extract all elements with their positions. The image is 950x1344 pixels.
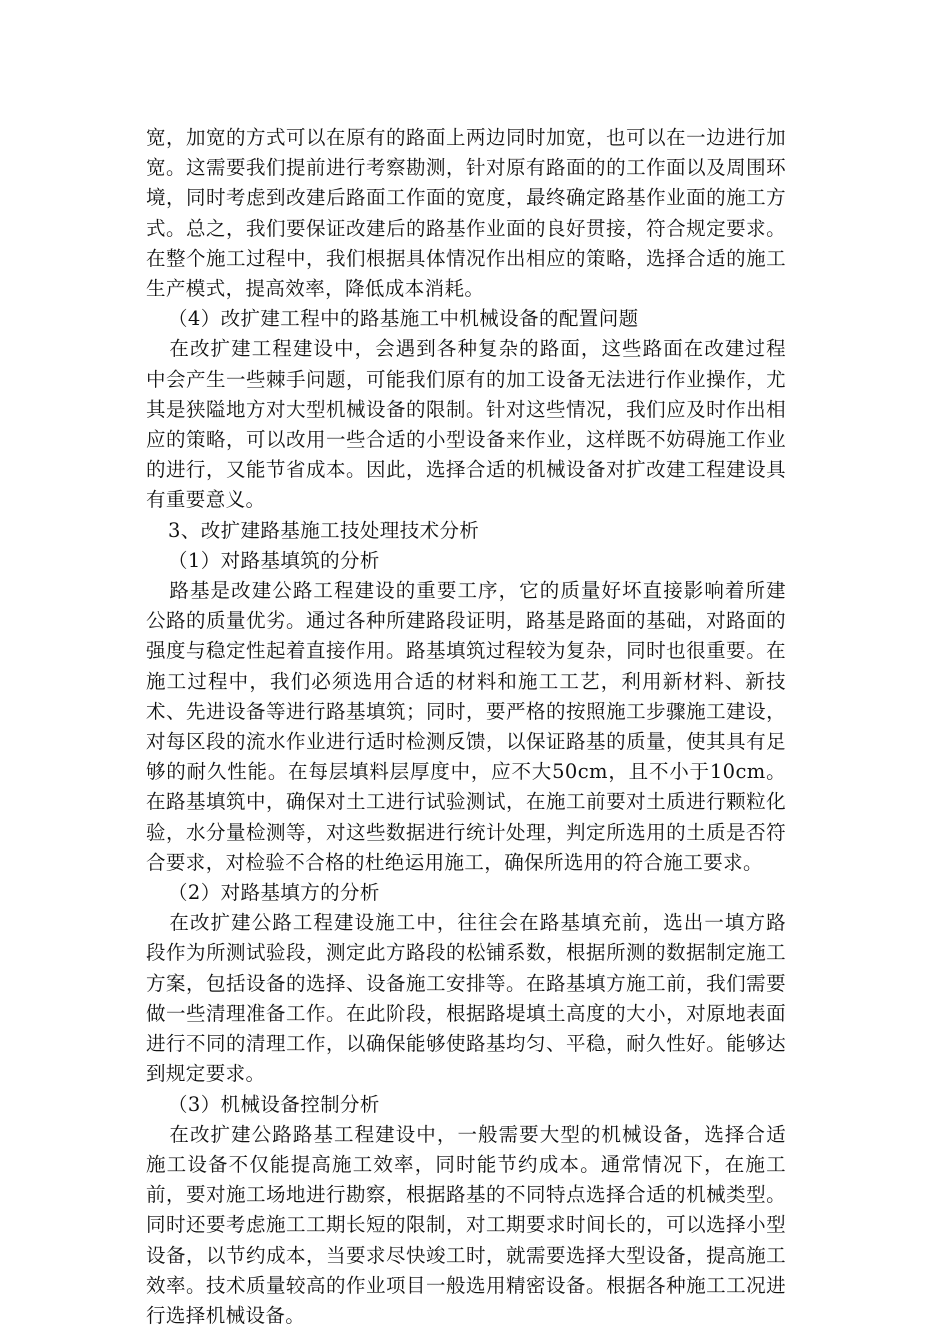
heading-machinery-configuration: （4）改扩建工程中的路基施工中机械设备的配置问题 bbox=[168, 307, 639, 331]
paragraph-machinery-configuration: 在改扩建工程建设中，会遇到各种复杂的路面，这些路面在改建过程中会产生一些棘手问题，可能我们原有的加工设备无法进行作业操作，尤其是狭隘地方对大型机械设备的限制。针对这些情况，我们应及时作出相应的策略，可以改用一些合适的小型设备来作业，这样既不妨碍施工作业的进行，又能节省成本。因此，选择合适的机械设备对扩改建工程建设具有重要意义。 bbox=[146, 337, 786, 512]
document-body bbox=[146, 123, 786, 1331]
heading-technique-analysis: 3、改扩建路基施工技处理技术分析 bbox=[168, 518, 480, 542]
paragraph-road-widening: 宽，加宽的方式可以在原有的路面上两边同时加宽，也可以在一边进行加宽。这需要我们提前进行考察勘测，针对原有路面的的工作面以及周围环境，同时考虑到改建后路面工作面的宽度，最终确定路基作业面的施工方式。总之，我们要保证改建后的路基作业面的良好贯接，符合规定要求。在整个施工过程中，我们根据具体情况作出相应的策略，选择合适的施工生产模式，提高效率，降低成本消耗。 bbox=[146, 126, 786, 301]
heading-subgrade-filling: （1）对路基填筑的分析 bbox=[168, 548, 380, 572]
paragraph-subgrade-fill: 在改扩建公路工程建设施工中，往往会在路基填充前，选出一填方路段作为所测试验段，测定此方路段的松铺系数，根据所测的数据制定施工方案，包括设备的选择、设备施工安排等。在路基填方施工前，我们需要做一些清理准备工作。在此阶段，根据路堤填土高度的大小，对原地表面进行不同的清理工作，以确保能够使路基均匀、平稳，耐久性好。能够达到规定要求。 bbox=[146, 911, 786, 1086]
paragraph-machinery-control: 在改扩建公路路基工程建设中，一般需要大型的机械设备，选择合适施工设备不仅能提高施工效率，同时能节约成本。通常情况下，在施工前，要对施工场地进行勘察，根据路基的不同特点选择合适的机械类型。同时还要考虑施工工期长短的限制，对工期要求时间长的，可以选择小型设备，以节约成本，当要求尽快竣工时，就需要选择大型设备，提高施工效率。技术质量较高的作业项目一般选用精密设备。根据各种施工工况进行选择机械设备。 bbox=[146, 1122, 786, 1327]
heading-machinery-control: （3）机械设备控制分析 bbox=[168, 1092, 380, 1116]
heading-subgrade-fill: （2）对路基填方的分析 bbox=[168, 881, 380, 905]
paragraph-subgrade-filling: 路基是改建公路工程建设的重要工序，它的质量好坏直接影响着所建公路的质量优劣。通过各种所建路段证明，路基是路面的基础，对路面的强度与稳定性起着直接作用。路基填筑过程较为复杂，同时也很重要。在施工过程中，我们必须选用合适的材料和施工工艺，利用新材料、新技术、先进设备等进行路基填筑；同时，要严格的按照施工步骤施工建设，对每区段的流水作业进行适时检测反馈，以保证路基的质量，使其具有足够的耐久性能。在每层填料层厚度中，应不大50cm，且不小于10cm。在路基填筑中，确保对土工进行试验测试，在施工前要对土质进行颗粒化验，水分量检测等，对这些数据进行统计处理，判定所选用的土质是否符合要求，对检验不合格的杜绝运用施工，确保所选用的符合施工要求。 bbox=[146, 579, 786, 874]
